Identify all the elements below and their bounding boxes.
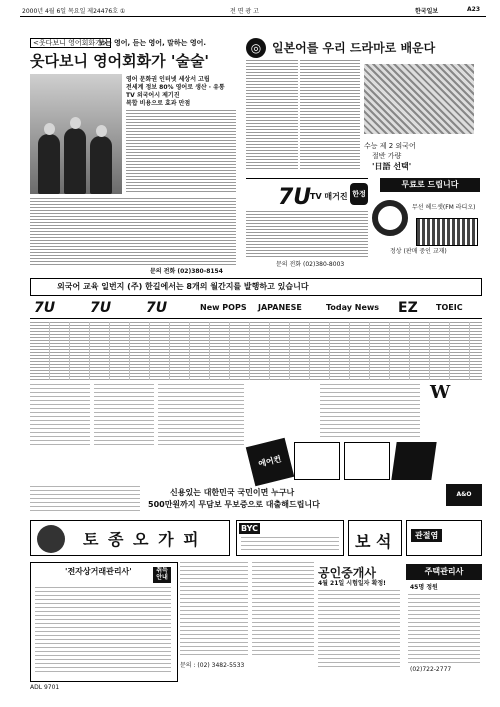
ad-bullet-4: 복합 비용으로 효과 만점	[126, 100, 191, 107]
ad-body-text-lower	[30, 198, 236, 266]
ad-free-gift	[370, 178, 482, 272]
small-ad-box-2	[344, 442, 390, 480]
dramatic-photo	[364, 64, 474, 134]
joint-title: 관절염	[411, 529, 442, 542]
electronic-title: '전자상거래관리사'	[65, 567, 132, 576]
magazine-logo-2: 7U	[90, 300, 112, 316]
ad-photo	[30, 74, 122, 194]
small-ad-box-1	[294, 442, 340, 480]
japanese-caption-2: 절반 가량	[372, 152, 402, 160]
japanese-headline: 일본어를 우리 드라마로 배운다	[272, 41, 436, 55]
paper-name: 한국일보	[415, 8, 439, 15]
japanese-caption: 수능 제 2 외국어	[364, 142, 416, 150]
loan-ad	[30, 486, 440, 516]
contact-a: 문의 : (02) 3482-5533	[180, 662, 245, 669]
tv-body-text	[246, 211, 368, 257]
ad-middle-text	[180, 562, 248, 680]
loan-text-1: 신용있는 대한민국 국민이면 누구나	[170, 488, 295, 497]
tv-brand: TV 매거진	[310, 192, 348, 201]
small-ad-2	[94, 384, 154, 448]
badge-icon: ◎	[246, 38, 266, 58]
magazine-logo-5: JAPANESE	[258, 303, 302, 312]
broker-body	[318, 590, 400, 670]
ad-joint	[406, 520, 482, 556]
contact-b: (02)722-2777	[410, 666, 452, 673]
small-ad-4	[320, 384, 420, 438]
middle-body	[180, 562, 248, 658]
loan-text-2: 500만원까지 무담보 무보증으로 대출해드립니다	[148, 500, 320, 509]
jewel-title: 보 석	[355, 532, 392, 551]
classified-grid	[30, 322, 482, 380]
ad-middle-text-2	[252, 562, 314, 658]
byc-text	[241, 537, 339, 553]
ad-jewel	[348, 520, 402, 556]
tv-logo: 7U	[278, 185, 312, 210]
ad-contact: 문의 전화 (02)380-8154	[150, 268, 223, 275]
ad-electronic	[30, 562, 178, 682]
ad-slogan: 보는 영어, 듣는 영어, 말하는 영어.	[98, 39, 207, 47]
realestate-title: 토 종 오 가 피	[83, 530, 201, 549]
w-logo: W	[430, 382, 451, 403]
magazine-logo-row	[30, 298, 482, 319]
ad-bullet-2: 전세계 정보 80% 영어로 생산 · 유통	[126, 84, 225, 91]
monthly-banner-text: 외국어 교육 일번지 (주) 한길에서는 8개의 월간지를 발행하고 있습니다	[57, 282, 309, 291]
ad-bullet-3: TV 외국어시 제기진	[126, 92, 180, 99]
ad-mark: ADL 9701	[30, 684, 60, 691]
ad-realestate	[30, 520, 230, 556]
limited-badge: 한정	[350, 183, 368, 205]
broker-title: 공인중개사	[318, 566, 376, 580]
magazine-logo-6: Today News	[326, 303, 380, 312]
free-banner: 무료로 드립니다	[380, 178, 480, 192]
book-set	[416, 218, 478, 246]
japanese-caption-3: '日語 선택'	[372, 162, 412, 171]
ad-kicker: <웃다보니 영어회화가>	[30, 38, 111, 48]
housing-title: 주택관리사	[406, 564, 482, 580]
ad-tv-magazine	[246, 178, 368, 271]
ad-housing	[406, 562, 482, 680]
monthly-banner	[30, 278, 482, 296]
face-icon	[37, 525, 65, 553]
electronic-tag: 취득 안내	[153, 567, 171, 583]
headset-icon	[372, 200, 408, 236]
magazine-logo-1: 7U	[34, 300, 56, 316]
byc-logo: BYC	[241, 524, 259, 533]
free-item-1: 무선 헤드셋(FM 라디오)	[412, 204, 476, 211]
magazine-logo-8: TOEIC	[436, 303, 463, 312]
aa-logo: A&O	[446, 484, 482, 506]
section-label: 전 면 광 고	[230, 8, 259, 15]
page-number: A23	[467, 6, 480, 13]
ad-byc	[236, 520, 344, 556]
small-ad-1	[30, 384, 90, 448]
tv-contact: 문의 전화 (02)380-8003	[276, 261, 345, 268]
ad-bullet-1: 영어 문화권 인터넷 세상서 고립	[126, 76, 210, 83]
small-ad-3	[158, 384, 244, 448]
ad-headline: 웃다보니 영어회화가 '술술'	[30, 52, 210, 70]
magazine-logo-4: New POPS	[200, 303, 247, 312]
issue-date: 2000년 4월 6일 목요일 제24476호 ①	[22, 8, 126, 15]
loan-side-text	[30, 486, 140, 514]
housing-body	[408, 594, 480, 664]
page-header	[20, 6, 486, 17]
small-ad-box-3	[391, 442, 436, 480]
ad-english-conversation	[30, 38, 240, 278]
ad-japanese	[246, 38, 482, 178]
ad-body-text	[126, 110, 236, 194]
broker-subtitle: 4월 21일 시험일자 확정!	[318, 580, 386, 587]
magazine-logo-3: 7U	[146, 300, 168, 316]
ad-broker	[316, 562, 402, 680]
housing-subtitle: 45명 정원	[410, 584, 438, 591]
coupon-stamp: 에어컨	[246, 438, 294, 486]
electronic-body	[35, 587, 171, 675]
free-item-2: 정상 (판매 중인 교재)	[390, 248, 447, 255]
magazine-logo-7: EZ	[398, 300, 418, 316]
